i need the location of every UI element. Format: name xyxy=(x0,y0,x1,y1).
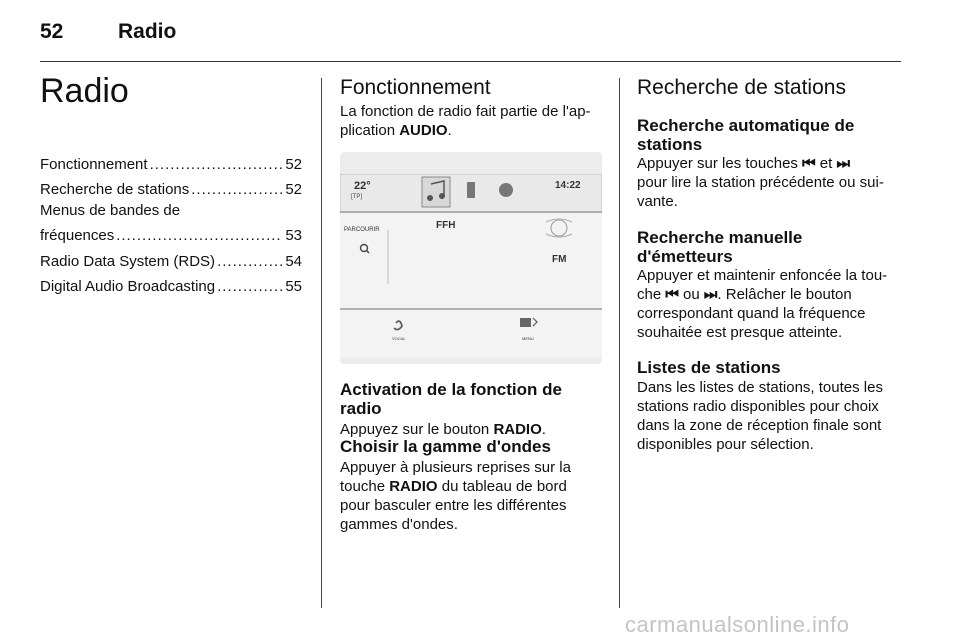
next-track-icon: ⏭ xyxy=(703,286,718,303)
subsection-heading: Recherche manuelle d'émetteurs xyxy=(637,228,803,266)
section-auto-search xyxy=(637,116,900,211)
toc-entry-label: Recherche de stations xyxy=(40,181,190,198)
running-header-title: Radio xyxy=(118,20,177,43)
column-divider-2 xyxy=(619,78,620,608)
toc-entry[interactable] xyxy=(40,151,302,173)
section-recherche xyxy=(637,76,900,100)
toc-entry-page: 52 xyxy=(285,156,302,173)
intro-paragraph: La fonction de radio fait partie de l'ap- plication AUDIO. xyxy=(340,103,591,139)
toc-entry-label: Digital Audio Broadcasting xyxy=(40,278,216,295)
toc-entry-label-line1: Menus de bandes de xyxy=(40,202,181,219)
radio-screen-display xyxy=(340,174,602,358)
watermark: carmanualsonline.info xyxy=(625,612,850,637)
manual-search-paragraph: Appuyer et maintenir enfoncée la tou- che ⏮ ou ⏭. Relâcher le bouton correspondant quand la fréquence souhaitée est presque atteinte. xyxy=(637,267,888,341)
menu-button-label[interactable]: MENU xyxy=(522,336,534,341)
toc-entry[interactable] xyxy=(40,248,302,270)
toc-leader-dots xyxy=(217,278,283,295)
station-lists-paragraph: Dans les listes de stations, toutes les stations radio disponibles pour choix dans la zone de réception finale sont disponibles pour sélection. xyxy=(637,379,883,453)
toc-entry-label: Fonctionnement xyxy=(40,156,148,173)
toc-leader-dots xyxy=(116,227,283,244)
toc-entry[interactable] xyxy=(40,202,302,244)
vocal-button-label[interactable]: VOCAL xyxy=(392,336,406,341)
chapter-title: Radio xyxy=(40,72,129,110)
subsection-heading: Activation de la fonction de radio xyxy=(340,380,562,418)
clock-readout: 14:22 xyxy=(555,180,581,191)
gamme-paragraph: Appuyer à plusieurs reprises sur la touche RADIO du tableau de bord pour basculer entre les différentes gammes d'ondes. xyxy=(340,459,571,533)
section-gamme xyxy=(340,437,602,534)
subsection-heading: Choisir la gamme d'ondes xyxy=(340,437,551,456)
previous-track-icon: ⏮ xyxy=(665,286,679,303)
toc-entry-page: 54 xyxy=(285,253,302,270)
header-rule xyxy=(40,61,901,62)
tp-indicator: [TP] xyxy=(351,194,363,200)
section-fonctionnement xyxy=(340,76,602,140)
subsection-heading: Listes de stations xyxy=(637,358,781,377)
station-name: FFH xyxy=(436,220,456,231)
previous-track-icon: ⏮ xyxy=(802,155,816,172)
auto-search-paragraph: Appuyer sur les touches ⏮ et ⏭ pour lire la station précédente ou sui- vante. xyxy=(637,155,884,210)
toc-entry-page: 53 xyxy=(285,227,302,244)
section-heading: Fonctionnement xyxy=(340,76,491,99)
temperature-readout: 22° xyxy=(354,180,371,192)
section-manual-search xyxy=(637,228,900,342)
next-track-icon: ⏭ xyxy=(836,155,850,172)
column-divider-1 xyxy=(321,78,322,608)
toc-entry-page: 55 xyxy=(285,278,302,295)
toc-leader-dots xyxy=(150,156,284,173)
toc-leader-dots xyxy=(191,181,283,198)
toc-entry-label: Radio Data System (RDS) xyxy=(40,253,216,270)
section-activation xyxy=(340,380,602,439)
toc-entry[interactable] xyxy=(40,176,302,198)
section-heading: Recherche de stations xyxy=(637,76,846,99)
activation-paragraph: Appuyez sur le bouton RADIO. xyxy=(340,421,546,438)
toc-leader-dots xyxy=(217,253,283,270)
toc-entry-page: 52 xyxy=(285,181,302,198)
page-number: 52 xyxy=(40,20,64,43)
browse-button-label[interactable]: PARCOURIR xyxy=(344,227,380,233)
toc-entry[interactable] xyxy=(40,273,302,295)
radio-screen-illustration xyxy=(340,152,602,364)
chapter-toc xyxy=(40,151,302,295)
toc-entry-label: fréquences xyxy=(40,227,115,244)
section-station-lists xyxy=(637,358,900,454)
band-indicator: FM xyxy=(552,254,567,265)
subsection-heading: Recherche automatique de stations xyxy=(637,116,855,154)
